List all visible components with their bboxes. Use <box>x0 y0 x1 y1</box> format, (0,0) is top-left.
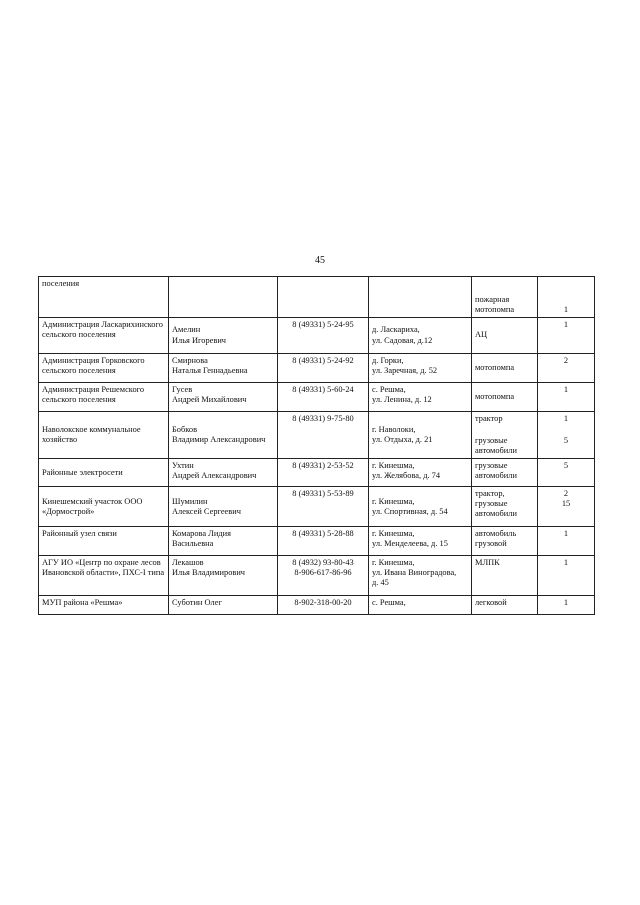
address-cell <box>369 527 472 556</box>
count-value: 1 <box>563 414 569 423</box>
equipment-line: трактор <box>475 414 503 423</box>
phone-cell: 8 (49331) 5-28-88 <box>278 527 369 556</box>
org-cell: Администрация Горковского сельского поселения <box>39 354 169 383</box>
org-cell: Районные электросети <box>39 459 169 487</box>
address-line: д. Горки, <box>372 356 404 365</box>
address-cell <box>369 487 472 527</box>
table-row <box>39 383 595 412</box>
head-cell <box>169 318 278 354</box>
phone-cell: 8 (49331) 5-24-95 <box>278 318 369 354</box>
address-cell <box>369 383 472 412</box>
head-line: Илья Владимирович <box>172 568 246 578</box>
count-cell: 5 <box>538 459 595 487</box>
equipment-line: пожарная <box>475 294 510 304</box>
equipment-cell: МЛПК <box>472 556 538 596</box>
head-cell <box>169 487 278 527</box>
count-cell: 1 <box>538 596 595 615</box>
address-line: ул. Ленина, д. 12 <box>372 395 432 405</box>
table-row <box>39 277 595 318</box>
phone-cell <box>278 277 369 318</box>
phone-cell: 8 (49331) 5-60-24 <box>278 383 369 412</box>
phone-cell: 8 (49331) 5-53-89 <box>278 487 369 527</box>
head-line: Комарова Лидия <box>172 529 231 539</box>
head-cell <box>169 277 278 318</box>
table-row <box>39 318 595 354</box>
head-cell: Суботин Олег <box>169 596 278 615</box>
head-line: Владимир Александрович <box>172 435 266 445</box>
count-value: 15 <box>561 499 571 509</box>
phone-cell: 8-902-318-00-20 <box>278 596 369 615</box>
count-cell: 1 <box>538 556 595 596</box>
count-cell: 1 <box>538 318 595 354</box>
address-line: ул. Желябова, д. 74 <box>372 471 441 481</box>
equipment-cell: мотопомпа <box>472 354 538 383</box>
count-cell: 2 <box>538 354 595 383</box>
address-line: г. Кинешма, <box>372 529 415 539</box>
count-cell <box>538 277 595 318</box>
address-cell <box>369 277 472 318</box>
address-line: г. Кинешма, <box>372 496 415 506</box>
head-line: Ухтин <box>172 461 194 471</box>
address-cell <box>369 318 472 354</box>
phone-cell: 8 (49331) 2-53-52 <box>278 459 369 487</box>
address-line: ул. Садовая, д.12 <box>372 335 433 345</box>
head-line: Лекашов <box>172 558 204 568</box>
head-line: Гусев <box>172 385 193 394</box>
head-line: Смирнова <box>172 356 208 365</box>
table-row <box>39 459 595 487</box>
head-cell <box>169 383 278 412</box>
address-line: ул. Заречная, д. 52 <box>372 366 438 376</box>
address-line: ул. Отдыха, д. 21 <box>372 435 433 445</box>
address-line: д. Ласкариха, <box>372 325 420 335</box>
table-row <box>39 596 595 615</box>
equipment-line: грузовой <box>475 539 507 549</box>
address-line: с. Решма, <box>372 385 406 394</box>
head-line: Шумилин <box>172 496 208 506</box>
org-cell: МУП района «Решма» <box>39 596 169 615</box>
equipment-line: трактор, <box>475 489 505 499</box>
equipment-cell: АЦ <box>472 318 538 354</box>
equipment-cell: грузовые автомобили <box>472 459 538 487</box>
phone-cell <box>278 556 369 596</box>
org-cell: АГУ ИО «Центр по охране лесов Ивановской области», ПХС-I типа <box>39 556 169 596</box>
equipment-cell <box>472 412 538 459</box>
equipment-cell <box>472 277 538 318</box>
resources-table <box>38 276 595 615</box>
org-cell: Кинешемский участок ООО «Дормострой» <box>39 487 169 527</box>
count-value: 5 <box>563 436 569 446</box>
count-cell <box>538 487 595 527</box>
table-row <box>39 556 595 596</box>
address-cell: с. Решма, <box>369 596 472 615</box>
head-line: Бобков <box>172 425 198 435</box>
org-cell: Районный узел связи <box>39 527 169 556</box>
head-cell <box>169 354 278 383</box>
org-cell: Администрация Ласкарихинского сельского поселения <box>39 318 169 354</box>
phone-line: 8-906-617-86-96 <box>294 568 352 578</box>
phone-line: 8 (4932) 93-80-43 <box>292 558 354 568</box>
table-row <box>39 487 595 527</box>
table-row <box>39 527 595 556</box>
count-cell: 1 <box>538 527 595 556</box>
equipment-cell <box>472 527 538 556</box>
count-value: 2 <box>563 489 569 499</box>
org-cell: Наволокское коммунальное хозяйство <box>39 412 169 459</box>
equipment-line: грузовые автомобили <box>475 436 517 456</box>
head-cell <box>169 459 278 487</box>
address-line: ул. Ивана Виноградова, <box>372 568 457 578</box>
page-number: 45 <box>315 255 325 266</box>
count-value: 1 <box>563 304 569 314</box>
head-line: Илья Игоревич <box>172 335 227 345</box>
equipment-line: грузовые автомобили <box>475 499 517 519</box>
address-line: г. Кинешма, <box>372 461 415 471</box>
equipment-cell <box>472 487 538 527</box>
equipment-line: мотопомпа <box>475 304 515 314</box>
equipment-cell: мотопомпа <box>472 383 538 412</box>
address-cell <box>369 459 472 487</box>
equipment-line: автомобиль <box>475 529 517 539</box>
address-line: г. Наволоки, <box>372 425 416 435</box>
table-row <box>39 412 595 459</box>
head-cell <box>169 412 278 459</box>
count-cell <box>538 412 595 459</box>
equipment-cell: легковой <box>472 596 538 615</box>
head-line: Андрей Михайлович <box>172 395 247 405</box>
address-line: ул. Спортивная, д. 54 <box>372 506 448 516</box>
org-cell: поселения <box>39 277 169 318</box>
head-line: Наталья Геннадьевна <box>172 366 248 376</box>
count-cell: 1 <box>538 383 595 412</box>
org-cell: Администрация Решемского сельского поселения <box>39 383 169 412</box>
head-cell <box>169 556 278 596</box>
address-cell <box>369 412 472 459</box>
head-line: Алексей Сергеевич <box>172 506 241 516</box>
head-line: Васильевна <box>172 539 214 549</box>
address-cell <box>369 556 472 596</box>
phone-cell: 8 (49331) 5-24-92 <box>278 354 369 383</box>
table-row <box>39 354 595 383</box>
head-line: Амелин <box>172 325 201 335</box>
address-cell <box>369 354 472 383</box>
head-line: Андрей Александрович <box>172 471 257 481</box>
address-line: д. 45 <box>372 578 389 588</box>
head-cell <box>169 527 278 556</box>
address-line: г. Кинешма, <box>372 558 415 568</box>
phone-cell: 8 (49331) 9-75-80 <box>278 412 369 459</box>
address-line: ул. Менделеева, д. 15 <box>372 539 448 549</box>
